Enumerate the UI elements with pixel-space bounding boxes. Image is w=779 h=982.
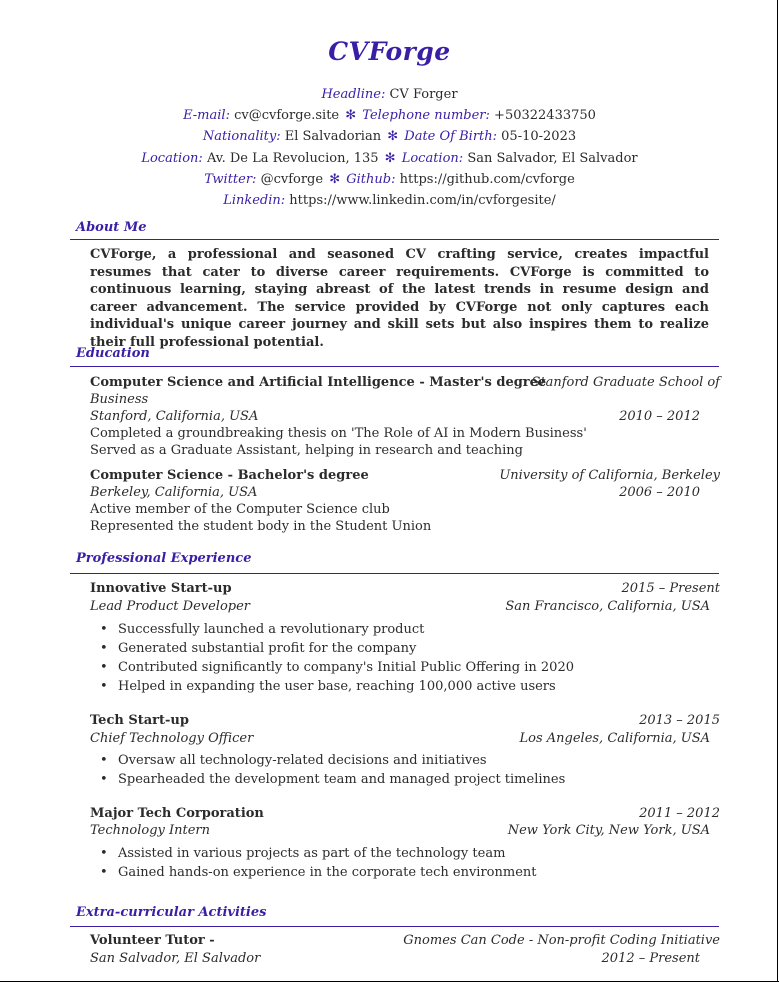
contact-line bbox=[0, 107, 779, 124]
education-school: University of California, Berkeley bbox=[499, 468, 720, 483]
bullet-text: Generated substantial profit for the company bbox=[118, 641, 417, 656]
education-school: Stanford Graduate School of bbox=[531, 375, 720, 390]
job-role-row bbox=[90, 598, 720, 615]
job-role: Technology Intern bbox=[90, 823, 211, 838]
separator-icon: ✻ bbox=[345, 108, 357, 123]
bullet-icon: • bbox=[100, 622, 108, 637]
linkedin-link[interactable]: https://www.linkedin.com/in/cvforgesite/ bbox=[289, 193, 556, 208]
bullet-icon: • bbox=[100, 865, 108, 880]
bullet-icon: • bbox=[100, 753, 108, 768]
twitter-label: Twitter: bbox=[204, 172, 257, 187]
activity-org: Gnomes Can Code - Non-profit Coding Initiative bbox=[403, 933, 720, 948]
activity-role: Volunteer Tutor - bbox=[90, 933, 215, 948]
section-divider bbox=[70, 239, 719, 240]
separator-icon: ✻ bbox=[387, 129, 399, 144]
job-header bbox=[90, 805, 720, 822]
bullet-text: Successfully launched a revolutionary product bbox=[118, 622, 425, 637]
job-role: Lead Product Developer bbox=[90, 599, 251, 614]
experience-section-title: Professional Experience bbox=[76, 551, 252, 566]
job-location: San Francisco, California, USA bbox=[505, 599, 710, 614]
activity-location: San Salvador, El Salvador bbox=[90, 951, 261, 966]
address-label: Location: bbox=[141, 151, 203, 166]
email-value[interactable]: cv@cvforge.site bbox=[234, 108, 340, 123]
phone-value: +50322433750 bbox=[494, 108, 596, 123]
education-note: Completed a groundbreaking thesis on 'The Role of AI in Modern Business' bbox=[90, 426, 587, 441]
about-section-title: About Me bbox=[76, 220, 147, 235]
education-location-row bbox=[90, 484, 720, 501]
job-location: New York City, New York, USA bbox=[507, 823, 710, 838]
section-divider bbox=[70, 573, 719, 574]
personal-line bbox=[0, 128, 779, 145]
job-dates: 2015 – Present bbox=[621, 581, 720, 596]
bullet-text: Oversaw all technology-related decisions and initiatives bbox=[118, 753, 487, 768]
activity-location-row bbox=[90, 950, 720, 967]
bullet-text: Assisted in various projects as part of the technology team bbox=[118, 846, 506, 861]
linkedin-label: Linkedin: bbox=[223, 193, 286, 208]
list-item bbox=[100, 752, 487, 769]
list-item bbox=[100, 621, 424, 638]
separator-icon: ✻ bbox=[329, 172, 341, 187]
job-dates: 2013 – 2015 bbox=[639, 713, 720, 728]
list-item bbox=[100, 864, 536, 881]
headline-value: CV Forger bbox=[389, 87, 458, 102]
education-location: Berkeley, California, USA bbox=[90, 485, 258, 500]
social-line bbox=[0, 171, 779, 188]
education-section-title: Education bbox=[76, 346, 150, 361]
bullet-icon: • bbox=[100, 679, 108, 694]
section-divider bbox=[70, 366, 719, 367]
linkedin-line bbox=[0, 192, 779, 209]
nationality-label: Nationality: bbox=[202, 129, 281, 144]
github-link[interactable]: https://github.com/cvforge bbox=[399, 172, 575, 187]
about-text: CVForge, a professional and seasoned CV crafting service, creates impactful resumes that cater to diverse career requirements. CVForge is committed to continuous learning, staying abreast of the latest trends in resume design and career advancement. The service provided by CVForge not only captures each individual's unique career journey and skill sets but also inspires them to realize their full professional potential. bbox=[90, 247, 709, 350]
bullet-icon: • bbox=[100, 641, 108, 656]
address-value: Av. De La Revolucion, 135 bbox=[206, 151, 379, 166]
list-item bbox=[100, 640, 416, 657]
bullet-text: Helped in expanding the user base, reaching 100,000 active users bbox=[118, 679, 556, 694]
headline-line bbox=[0, 86, 779, 103]
dob-label: Date Of Birth: bbox=[404, 129, 498, 144]
bullet-text: Gained hands-on experience in the corporate tech environment bbox=[118, 865, 537, 880]
twitter-value[interactable]: @cvforge bbox=[260, 172, 324, 187]
list-item bbox=[100, 659, 574, 676]
headline-label: Headline: bbox=[321, 87, 386, 102]
bullet-icon: • bbox=[100, 772, 108, 787]
separator-icon: ✻ bbox=[384, 151, 396, 166]
github-label: Github: bbox=[346, 172, 396, 187]
page-right-border bbox=[777, 0, 778, 982]
education-note: Served as a Graduate Assistant, helping in research and teaching bbox=[90, 443, 523, 458]
job-location: Los Angeles, California, USA bbox=[519, 731, 710, 746]
education-degree: Computer Science and Artificial Intelligence - Master's degree bbox=[90, 375, 547, 390]
phone-label: Telephone number: bbox=[362, 108, 490, 123]
bullet-text: Spearheaded the development team and managed project timelines bbox=[118, 772, 566, 787]
activity-dates: 2012 – Present bbox=[601, 951, 700, 966]
job-role-row bbox=[90, 822, 720, 839]
education-entry bbox=[90, 467, 720, 484]
resume-name: CVForge bbox=[328, 37, 451, 66]
education-school-cont: Business bbox=[90, 392, 149, 407]
education-note: Represented the student body in the Student Union bbox=[90, 519, 432, 534]
activity-header bbox=[90, 932, 720, 949]
education-dates: 2010 – 2012 bbox=[619, 409, 700, 424]
job-role: Chief Technology Officer bbox=[90, 731, 254, 746]
activities-section-title: Extra-curricular Activities bbox=[76, 905, 267, 920]
dob-value: 05-10-2023 bbox=[501, 129, 577, 144]
bullet-text: Contributed significantly to company's Initial Public Offering in 2020 bbox=[118, 660, 574, 675]
job-role-row bbox=[90, 730, 720, 747]
list-item bbox=[100, 845, 505, 862]
list-item bbox=[100, 771, 565, 788]
list-item bbox=[100, 678, 556, 695]
education-note: Active member of the Computer Science club bbox=[90, 502, 390, 517]
bullet-icon: • bbox=[100, 846, 108, 861]
city-value: San Salvador, El Salvador bbox=[467, 151, 638, 166]
nationality-value: El Salvadorian bbox=[284, 129, 382, 144]
education-degree: Computer Science - Bachelor's degree bbox=[90, 468, 369, 483]
email-label: E-mail: bbox=[183, 108, 230, 123]
job-company: Major Tech Corporation bbox=[90, 806, 264, 821]
bullet-icon: • bbox=[100, 660, 108, 675]
education-dates: 2006 – 2010 bbox=[619, 485, 700, 500]
location-line bbox=[0, 150, 779, 167]
job-header bbox=[90, 712, 720, 729]
job-header bbox=[90, 580, 720, 597]
job-company: Innovative Start-up bbox=[90, 581, 232, 596]
section-divider bbox=[70, 926, 719, 927]
education-location-row bbox=[90, 408, 720, 425]
education-entry bbox=[90, 374, 720, 391]
education-location: Stanford, California, USA bbox=[90, 409, 259, 424]
city-label: Location: bbox=[401, 151, 464, 166]
job-company: Tech Start-up bbox=[90, 713, 189, 728]
job-dates: 2011 – 2012 bbox=[639, 806, 720, 821]
